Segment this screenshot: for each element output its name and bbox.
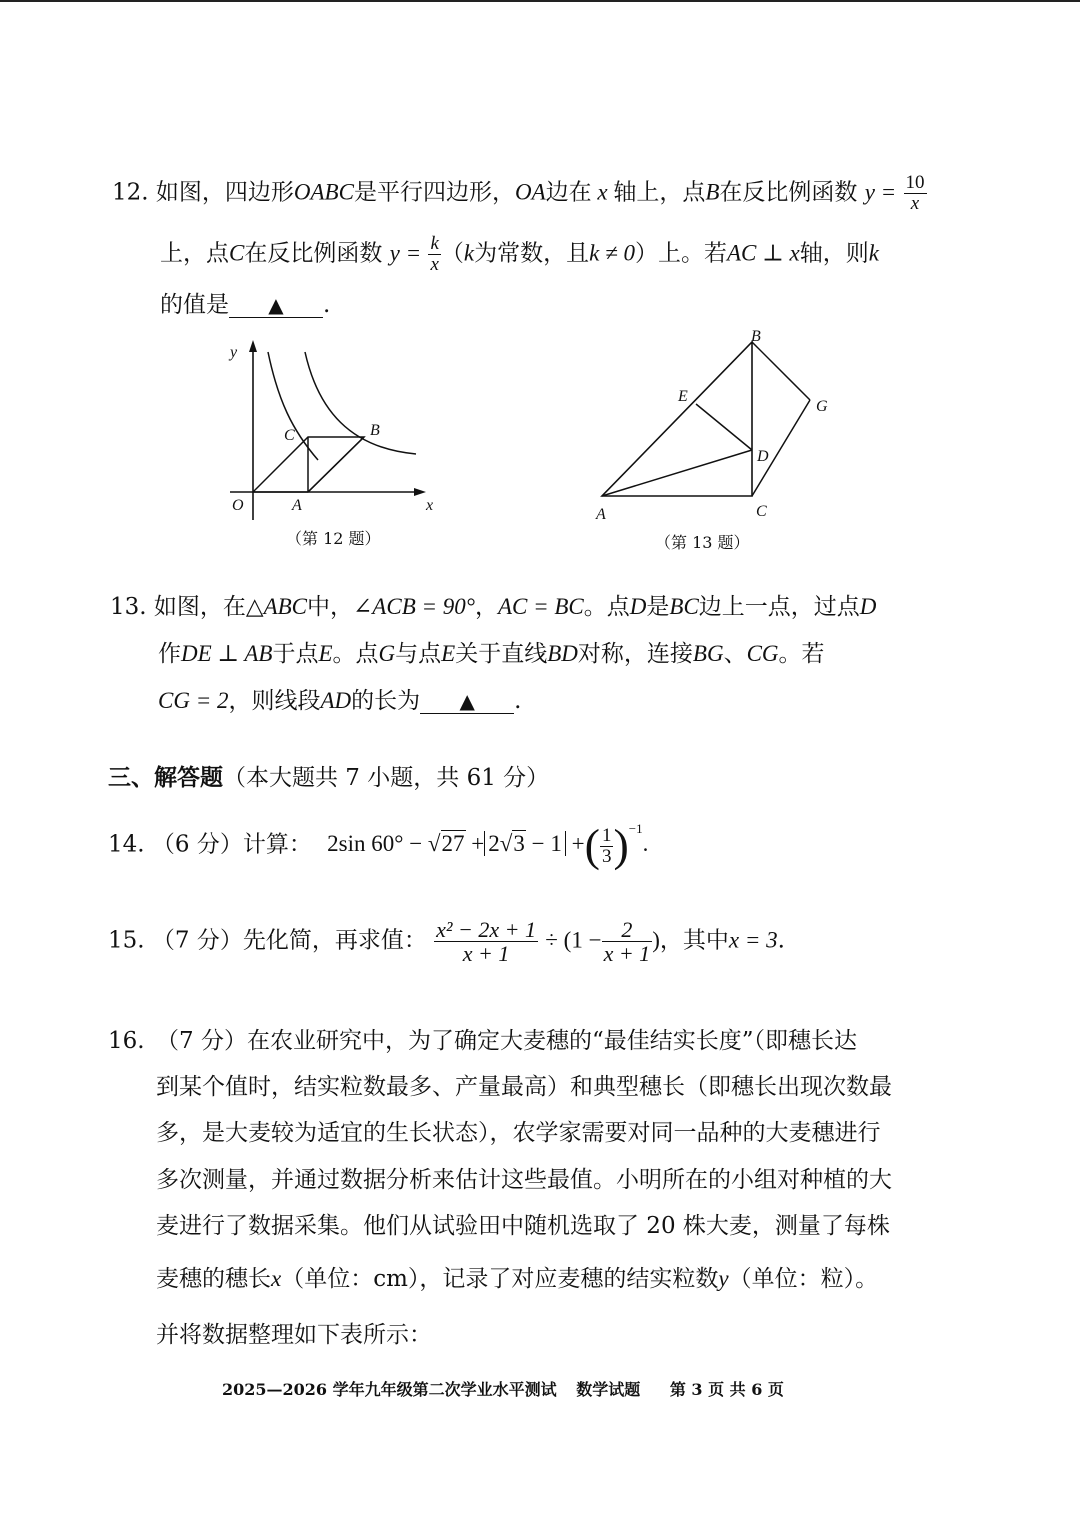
fraction-denominator: x + 1: [603, 941, 651, 967]
q14-sqrt-27: √27: [427, 831, 465, 857]
q13-var: DE ⊥ AB: [181, 641, 273, 666]
q12-text: ）上。若: [634, 240, 727, 267]
q12-answer-blank[interactable]: [229, 293, 323, 318]
q12-var: B: [705, 179, 720, 205]
q14-abs: 2√3 − 1: [484, 831, 566, 856]
radicand: 27: [441, 831, 465, 857]
fig13-label-c: C: [756, 503, 767, 520]
q12-text: 在反比例函数: [244, 240, 383, 267]
q16-line: 多次测量，并通过数据分析来估计这些最值。小明所在的小组对种植的大: [156, 1167, 892, 1193]
q13-var: BD: [547, 641, 578, 666]
q13-var: AC = BC: [497, 594, 584, 619]
q15-line: [108, 918, 785, 965]
q15-fraction-1: [434, 918, 538, 965]
q15-number: 15.: [108, 927, 145, 954]
radicand: 3: [513, 831, 525, 857]
page-footer: [222, 1377, 784, 1400]
q12-func1-fraction: [904, 173, 927, 214]
q16-line: 并将数据整理如下表所示：: [156, 1322, 432, 1348]
q14-term: +: [471, 831, 485, 857]
fig13-label-b: B: [751, 328, 761, 345]
q16-text: 麦穗的穗长: [156, 1266, 271, 1292]
fraction-denominator: x: [430, 253, 439, 275]
q13-var: CG = 2: [158, 688, 229, 713]
fraction-denominator: x: [910, 192, 920, 214]
q13-var: BC: [669, 594, 699, 619]
q12-text: 为常数，且: [474, 240, 590, 267]
answer-placeholder-icon: ▲: [459, 689, 475, 713]
q13-var: CG: [746, 641, 779, 666]
q14-exponent: −1: [628, 820, 643, 836]
q14-line: 14. （6 分）计算： 2sin 60° − √27 + 2√3 − 1 +( $\frac{1}{3}$ )$^{-1}$.: [108, 820, 649, 871]
figure-12: [210, 330, 440, 530]
q13-text: 的长为: [351, 688, 421, 714]
q14-term: − 1: [531, 831, 562, 857]
q16-line: 多，是大麦较为适宜的生长状态），农学家需要对同一品种的大麦穗进行: [156, 1120, 881, 1146]
q13-var: D: [859, 594, 877, 619]
q16-line: （7 分）在农业研究中，为了确定大麦穗的“最佳结实长度”（即穗长达: [156, 1028, 857, 1054]
fig12-label-b: B: [370, 422, 380, 439]
q12-text: 的值是: [160, 292, 229, 318]
figure-13: [588, 324, 838, 524]
q13-line3: [158, 686, 521, 716]
q13-text: 、: [723, 641, 747, 667]
q15-operator: ): [652, 927, 660, 953]
q12-text: 轴上，点: [613, 179, 706, 206]
footer-exam-title: 2025—2026 学年九年级第二次学业水平测试: [222, 1380, 557, 1399]
q14-term: .: [642, 831, 649, 857]
q12-func1-lhs: y =: [864, 179, 897, 205]
answer-placeholder-icon: ▲: [268, 293, 284, 317]
fraction-denominator: x + 1: [462, 941, 510, 967]
q13-var: BG: [692, 641, 724, 666]
q13-var: E: [318, 641, 333, 666]
fig12-curve-10: [305, 352, 416, 454]
fig12-label-y: y: [230, 344, 238, 361]
q16-text: （单位：粒）。: [728, 1266, 879, 1292]
q12-text: 轴，则: [799, 240, 869, 267]
q13-text: 作: [158, 641, 181, 667]
q12-text: （: [440, 240, 464, 267]
q12-func2-lhs: y =: [389, 240, 422, 266]
q13-text: 如图，在: [153, 594, 246, 620]
q13-var: ∠ACB = 90°: [353, 594, 475, 619]
footer-page-number: 第 3 页 共 6 页: [669, 1380, 784, 1399]
fraction-numerator: 2: [602, 918, 653, 942]
q14-score: （6 分）计算：: [151, 831, 312, 858]
q12-line3: [160, 290, 330, 320]
section-3-heading: [108, 763, 549, 793]
q12-text: 在反比例函数: [719, 179, 858, 206]
q15-condition: x = 3: [728, 927, 778, 953]
q16-text: （单位：cm），记录了对应麦穗的结实粒数: [281, 1266, 719, 1292]
q12-text: 如图，四边形: [155, 179, 294, 206]
q13-text: ，: [474, 594, 498, 620]
q13-text: 于点: [272, 641, 319, 667]
q12-var: AC ⊥ x: [726, 240, 800, 266]
q12-var: k ≠ 0: [589, 240, 635, 266]
q13-text: 对称，连接: [577, 641, 693, 667]
q12-text: 是平行四边形，: [353, 179, 515, 206]
fig13-caption: （第 13 题）: [655, 533, 750, 552]
q13-text: ，则线段: [228, 688, 321, 714]
q13-number: 13.: [110, 594, 147, 620]
q13-text: 。点: [332, 641, 379, 667]
q16-line: 麦进行了数据采集。他们从试验田中随机选取了 20 株大麦，测量了每株: [156, 1213, 890, 1239]
q13-var: AD: [320, 688, 352, 713]
fraction-numerator: x² − 2x + 1: [436, 917, 536, 942]
q12-number: 12.: [112, 179, 149, 206]
section-note: （本大题共 7 小题，共 61 分）: [223, 765, 550, 791]
q13-line2: [158, 639, 825, 669]
q12-line2: [160, 234, 879, 275]
q12-var: k: [463, 240, 475, 266]
q14-fraction: [600, 826, 614, 867]
q13-var: E: [441, 641, 456, 666]
fig12-caption: （第 12 题）: [286, 529, 381, 548]
q14-term: 2sin 60° −: [327, 831, 423, 857]
q12-line1: [112, 173, 927, 214]
q15-text: ，其中: [659, 927, 729, 954]
fig12-label-x: x: [426, 497, 434, 514]
q15-score: （7 分）先化简，再求值：: [151, 927, 427, 954]
q13-var: △ABC: [245, 594, 308, 619]
q14-term: 2: [488, 831, 500, 857]
q13-var: G: [378, 641, 396, 666]
q15-fraction-2: [602, 918, 653, 965]
q13-text: 边上一点，过点: [698, 594, 860, 620]
q12-func2-fraction: [428, 234, 440, 275]
fig13-segment-bg: [752, 342, 810, 400]
fig12-label-c: C: [284, 427, 295, 444]
q12-var: OABC: [293, 179, 354, 205]
footer-subject: 数学试题: [576, 1380, 641, 1399]
q13-text: .: [514, 688, 522, 714]
q16-line: 到某个值时，结实粒数最多、产量最高）和典型穗长（即穗长出现次数最: [156, 1074, 892, 1100]
fig12-label-a: A: [292, 497, 302, 514]
q12-text: 边在: [545, 179, 592, 206]
q12-var: k: [868, 240, 879, 266]
fig13-label-a: A: [596, 506, 606, 523]
q15-text: .: [777, 927, 785, 954]
q12-var: OA: [514, 179, 546, 205]
fraction-denominator: 3: [601, 845, 612, 867]
fig13-segment-de: [696, 404, 752, 450]
q13-text: 中，: [307, 594, 354, 620]
q14-term: +: [571, 831, 585, 857]
q12-var: x: [597, 179, 608, 205]
q13-answer-blank[interactable]: [420, 689, 514, 714]
fraction-numerator: k: [430, 233, 439, 254]
q15-operator: ÷ (1 −: [545, 927, 602, 953]
q16-var: y: [718, 1266, 729, 1291]
q13-var: D: [629, 594, 647, 619]
q16-line-units: [156, 1264, 878, 1294]
q14-number: 14.: [108, 831, 145, 858]
fig12-segment-ab: [308, 437, 364, 492]
fraction-numerator: 1: [601, 824, 612, 846]
q12-text: 上，点: [160, 240, 229, 267]
fig13-label-e: E: [678, 388, 688, 405]
fig13-label-g: G: [816, 398, 828, 415]
q13-line1: [110, 592, 876, 622]
q16-number: 16.: [108, 1028, 145, 1054]
top-border: [0, 0, 1080, 2]
q13-text: 关于直线: [455, 641, 548, 667]
q13-text: 。点: [583, 594, 630, 620]
fraction-numerator: 10: [905, 172, 925, 193]
fig13-label-d: D: [757, 448, 769, 465]
q16-var: x: [271, 1266, 282, 1291]
q12-text: .: [323, 292, 331, 318]
q12-var: C: [229, 240, 245, 266]
fig12-label-o: O: [232, 497, 244, 514]
section-title: 三、解答题: [108, 765, 223, 791]
fig12-x-arrow-icon: [414, 488, 426, 496]
q13-text: 与点: [395, 641, 442, 667]
q13-text: 。若: [778, 641, 825, 667]
fig12-y-arrow-icon: [249, 340, 257, 352]
q13-text: 是: [646, 594, 670, 620]
